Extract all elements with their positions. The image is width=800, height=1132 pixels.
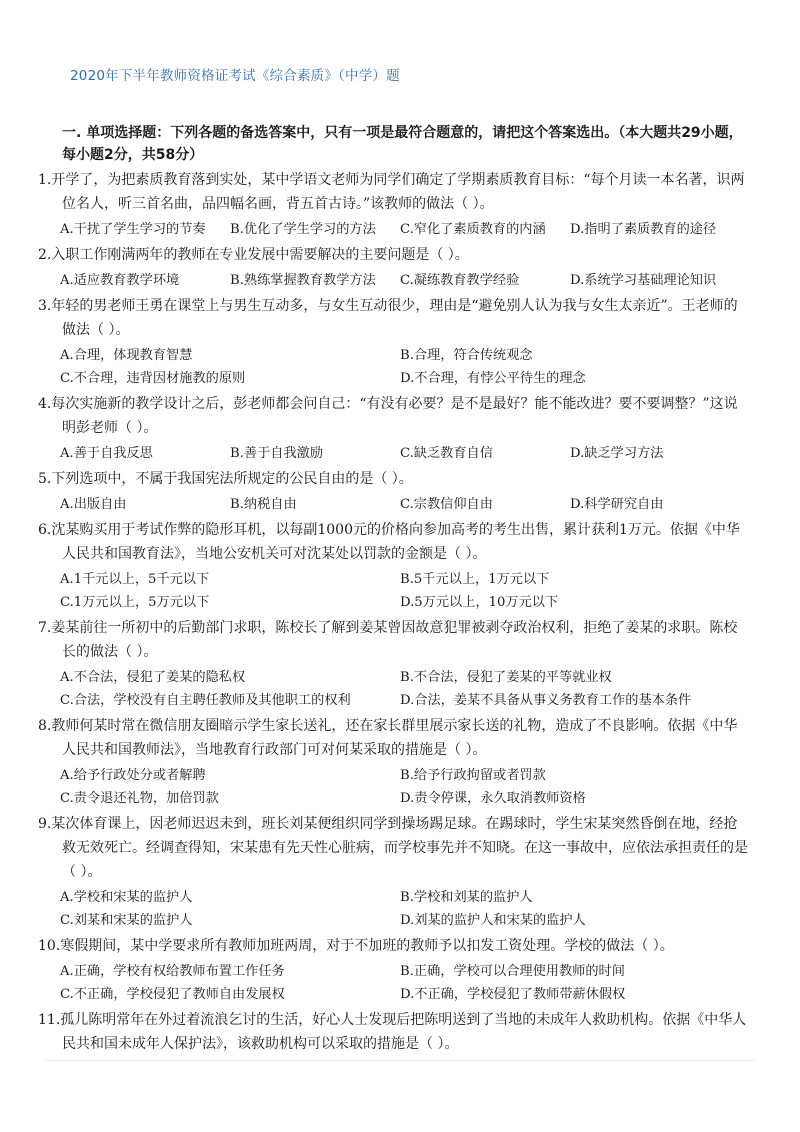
question-number: 2. xyxy=(38,247,52,263)
answer-option: C.1万元以上，5万元以下 xyxy=(60,595,210,610)
question-number: 6. xyxy=(38,522,52,538)
answer-option: A.出版自由 xyxy=(60,497,127,512)
answer-options xyxy=(38,666,750,712)
answer-options xyxy=(38,269,750,292)
question-number: 5. xyxy=(38,471,52,487)
question-text: 下列选项中，不属于我国宪法所规定的公民自由的是（ ）。 xyxy=(51,471,413,487)
answer-option: C.合法，学校没有自主聘任教师及其他职工的权利 xyxy=(60,693,351,708)
answer-option: B.不合法，侵犯了姜某的平等就业权 xyxy=(400,670,612,685)
answer-option: D.缺乏学习方法 xyxy=(570,446,664,461)
question-text: 孤儿陈明常年在外过着流浪乞讨的生活，好心人士发现后把陈明送到了当地的未成年人救助机构。依据《中华人民共和国未成年人保护法》，该救助机构可以采取的措施是（ ）。 xyxy=(60,1012,747,1052)
page-bottom-divider xyxy=(44,1060,756,1061)
answer-option: A.干扰了学生学习的节奏 xyxy=(60,222,206,237)
answer-options xyxy=(38,886,750,932)
question-stem xyxy=(38,168,750,216)
question-number: 10. xyxy=(38,938,61,954)
answer-options xyxy=(38,764,750,810)
question-stem xyxy=(38,243,750,267)
answer-option: D.指明了素质教育的途径 xyxy=(570,222,717,237)
answer-option: B.善于自我激励 xyxy=(230,446,324,461)
question-item xyxy=(38,1008,750,1056)
answer-option: A.善于自我反思 xyxy=(60,446,153,461)
question-stem xyxy=(38,812,750,884)
question-text: 教师何某时常在微信朋友圈暗示学生家长送礼，还在家长群里展示家长送的礼物，造成了不良影响。依据《中华人民共和国教师法》，当地教育行政部门可对何某采取的措施是（ ）。 xyxy=(51,718,738,758)
question-stem xyxy=(38,294,750,342)
answer-options xyxy=(38,493,750,516)
answer-option: B.合理，符合传统观念 xyxy=(400,348,533,363)
question-item xyxy=(38,812,750,932)
question-text: 某次体育课上，因老师迟迟未到，班长刘某便组织同学到操场踢足球。在踢球时，学生宋某突然昏倒在地，经抢救无效死亡。经调查得知，宋某患有先天性心脏病，而学校事先并不知晓。在这一事故中，应依法承担责任的是（ ）。 xyxy=(51,816,748,880)
answer-option: A.给予行政处分或者解聘 xyxy=(60,768,206,783)
question-text: 沈某购买用于考试作弊的隐形耳机，以每副1000元的价格向参加高考的考生出售，累计获利1万元。依据《中华人民共和国教育法》，当地公安机关可对沈某处以罚款的金额是（ ）。 xyxy=(51,522,740,562)
question-stem xyxy=(38,392,750,440)
answer-option: C.不正确，学校侵犯了教师自由发展权 xyxy=(60,987,285,1002)
answer-option: D.系统学习基础理论知识 xyxy=(570,273,717,288)
question-number: 11. xyxy=(38,1012,61,1028)
answer-option: D.5万元以上，10万元以下 xyxy=(400,595,559,610)
question-item xyxy=(38,243,750,292)
question-item xyxy=(38,294,750,390)
question-item xyxy=(38,168,750,241)
answer-option: C.缺乏教育自信 xyxy=(400,446,493,461)
answer-option: C.责令退还礼物，加倍罚款 xyxy=(60,791,219,806)
answer-option: B.正确，学校可以合理使用教师的时间 xyxy=(400,964,625,979)
document-title: 2020年下半年教师资格证考试《综合素质》（中学）题 xyxy=(70,68,400,84)
question-text: 寒假期间，某中学要求所有教师加班两周，对于不加班的教师予以扣发工资处理。学校的做法（ ）。 xyxy=(60,938,674,954)
question-stem xyxy=(38,616,750,664)
answer-option: D.刘某的监护人和宋某的监护人 xyxy=(400,913,586,928)
question-item xyxy=(38,518,750,614)
question-stem xyxy=(38,518,750,566)
question-number: 8. xyxy=(38,718,52,734)
question-item xyxy=(38,714,750,810)
question-text: 姜某前往一所初中的后勤部门求职，陈校长了解到姜某曾因故意犯罪被剥夺政治权利，拒绝了姜某的求职。陈校长的做法（ ）。 xyxy=(51,620,738,660)
answer-options xyxy=(38,960,750,1006)
question-number: 7. xyxy=(38,620,52,636)
answer-option: C.刘某和宋某的监护人 xyxy=(60,913,193,928)
answer-option: A.合理，体现教育智慧 xyxy=(60,348,193,363)
question-stem xyxy=(38,1008,750,1056)
answer-option: B.学校和刘某的监护人 xyxy=(400,890,533,905)
answer-option: B.给予行政拘留或者罚款 xyxy=(400,768,546,783)
question-stem xyxy=(38,467,750,491)
question-item xyxy=(38,467,750,516)
question-number: 4. xyxy=(38,396,52,412)
question-number: 1. xyxy=(38,172,52,188)
answer-options xyxy=(38,218,750,241)
answer-option: C.窄化了素质教育的内涵 xyxy=(400,222,546,237)
answer-option: D.合法，姜某不具备从事义务教育工作的基本条件 xyxy=(400,693,692,708)
question-text: 开学了，为把素质教育落到实处，某中学语文老师为同学们确定了学期素质教育目标：“每个月读一本名著，识两位名人，听三首名曲，品四幅名画，背五首古诗。”该教师的做法（ ）。 xyxy=(51,172,745,212)
answer-option: B.熟练掌握教育教学方法 xyxy=(230,273,376,288)
question-text: 每次实施新的教学设计之后，彭老师都会问自己：“有没有必要？是不是最好？能不能改进？要不要调整？”这说明彭老师（ ）。 xyxy=(51,396,738,436)
question-text: 入职工作刚满两年的教师在专业发展中需要解决的主要问题是（ ）。 xyxy=(51,247,469,263)
question-number: 3. xyxy=(38,298,52,314)
answer-option: A.学校和宋某的监护人 xyxy=(60,890,193,905)
section-heading: 一. 单项选择题：下列各题的备选答案中，只有一项是最符合题意的，请把这个答案选出。（本大题共29小题，每小题2分，共58分） xyxy=(62,125,743,163)
answer-option: C.凝练教育教学经验 xyxy=(400,273,520,288)
answer-option: C.宗教信仰自由 xyxy=(400,497,493,512)
question-item xyxy=(38,392,750,465)
answer-options xyxy=(38,344,750,390)
question-stem xyxy=(38,934,750,958)
answer-option: A.正确，学校有权给教师布置工作任务 xyxy=(60,964,285,979)
question-item xyxy=(38,616,750,712)
answer-option: D.科学研究自由 xyxy=(570,497,664,512)
answer-option: D.不合理，有悖公平待生的理念 xyxy=(400,371,586,386)
answer-options xyxy=(38,568,750,614)
answer-option: A.适应教育教学环境 xyxy=(60,273,180,288)
question-list xyxy=(38,168,750,1056)
answer-option: A.1千元以上，5千元以下 xyxy=(60,572,210,587)
answer-option: D.不正确，学校侵犯了教师带薪休假权 xyxy=(400,987,626,1002)
question-text: 年轻的男老师王勇在课堂上与男生互动多，与女生互动很少，理由是“避免别人认为我与女生太亲近”。王老师的做法（ ）。 xyxy=(51,298,738,338)
answer-option: B.纳税自由 xyxy=(230,497,297,512)
answer-option: B.优化了学生学习的方法 xyxy=(230,222,376,237)
question-item xyxy=(38,934,750,1006)
question-number: 9. xyxy=(38,816,52,832)
question-stem xyxy=(38,714,750,762)
answer-options xyxy=(38,442,750,465)
answer-option: A.不合法，侵犯了姜某的隐私权 xyxy=(60,670,246,685)
answer-option: C.不合理，违背因材施教的原则 xyxy=(60,371,246,386)
answer-option: B.5千元以上，1万元以下 xyxy=(400,572,550,587)
answer-option: D.责令停课，永久取消教师资格 xyxy=(400,791,586,806)
